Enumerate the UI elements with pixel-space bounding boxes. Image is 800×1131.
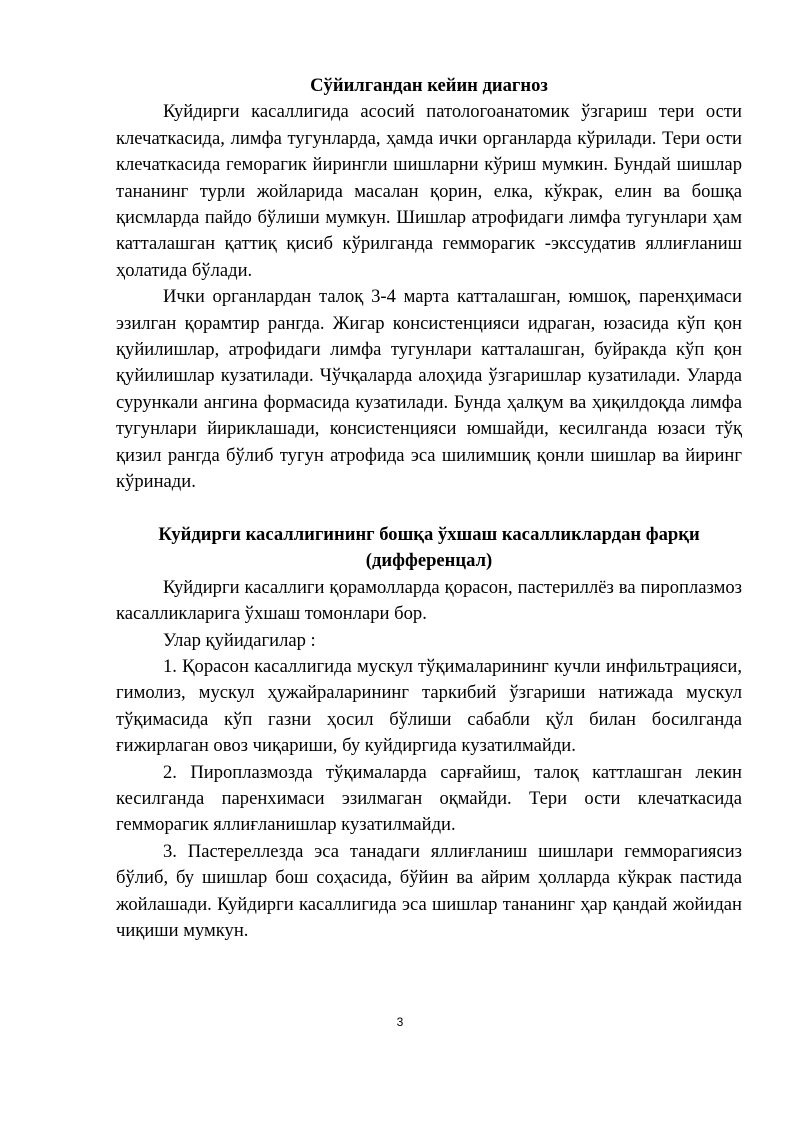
list-item-pasteurellosis: 3. Пастереллезда эса танадаги яллиғланиш шишлари гемморагиясиз бўлиб, бу шишлар бош соҳасида, бўйин ва айрим ҳолларда кўкрак пастида жойлашади. Куйдирги касаллигида эса шишлар тананинг ҳар қандай жойидан чиқиши мумкун. — [116, 840, 742, 941]
paragraph-differential-lead: Улар қуйидагилар : — [163, 629, 316, 651]
paragraph-postmortem-skin-changes: Куйдирги касаллигида асосий патологоанатомик ўзгариш тери ости клечаткасида, лимфа тугунларда, ҳамда ички органларда кўрилади. Тери ости клечаткасида геморагик йирингли шишларни кўриш мумкин. Бундай шишлар тананинг турли жойларида масалан қорин, елка, кўкрак, елин ва бошқа қисмларда пайдо бўлиши мумкун. Шишлар атрофидаги лимфа тугунлари ҳам катталашган қаттиқ қисиб кўрилганда гемморагик -экссудатив яллиғланиш ҳолатида бўлади. — [116, 101, 742, 281]
page-number: 3 — [396, 1015, 404, 1029]
list-item-piroplasmosis: 2. Пироплазмозда тўқималарда сарғайиш, талоқ каттлашган лекин кесилганда паренхимаси эзилмаган оқмайди. Тери ости клечаткасида гемморагик яллиғланишлар кузатилмайди. — [116, 761, 742, 836]
section-spacer — [116, 496, 742, 522]
paragraph-differential-intro: Куйдирги касаллиги қорамолларда қорасон, пастериллёз ва пироплазмоз касалликларига ўхшаш томонлари бор. — [116, 576, 742, 625]
section-heading-postmortem-diagnosis: Сўйилгандан кейин диагноз — [310, 75, 548, 96]
list-item-blackleg: 1. Қорасон касаллигида мускул тўқималарининг кучли инфильтрацияси, гимолиз, мускул ҳужайраларининг таркибий ўзгариши натижада мускул тўқимасида кўп газни ҳосил бўлиши сабабли қўл билан босилганда ғижирлаган овоз чиқариши, бу куйдиргида кузатилмайди. — [116, 655, 742, 757]
paragraph-postmortem-internal-organs: Ички органлардан талоқ 3-4 марта катталашган, юмшоқ, паренҳимаси эзилган қорамтир рангда. Жигар консистенцияси идраган, юзасида кўп қон қуйилишлар, атрофидаги лимфа тугунлари катталашган, буйракда кўп қон қуйилишлар кузатилади. Чўчқаларда алоҳида ўзгаришлар кузатилади. Уларда сурункали ангина формасида кузатилади. Бунда ҳалқум ва ҳиқилдоқда лимфа тугунлари йириклашади, консистенцияси юмшайди, кесилганда юзаси тўқ қизил рангда бўлиб тугун атрофида эса шилимшиқ қонли шишлар ва йиринг кўринади. — [116, 286, 742, 493]
section-heading-differential-diagnosis: Куйдирги касаллигининг бошқа ўхшаш касалликлардан фарқи (дифференцал) — [158, 523, 700, 572]
document-page — [116, 73, 742, 944]
